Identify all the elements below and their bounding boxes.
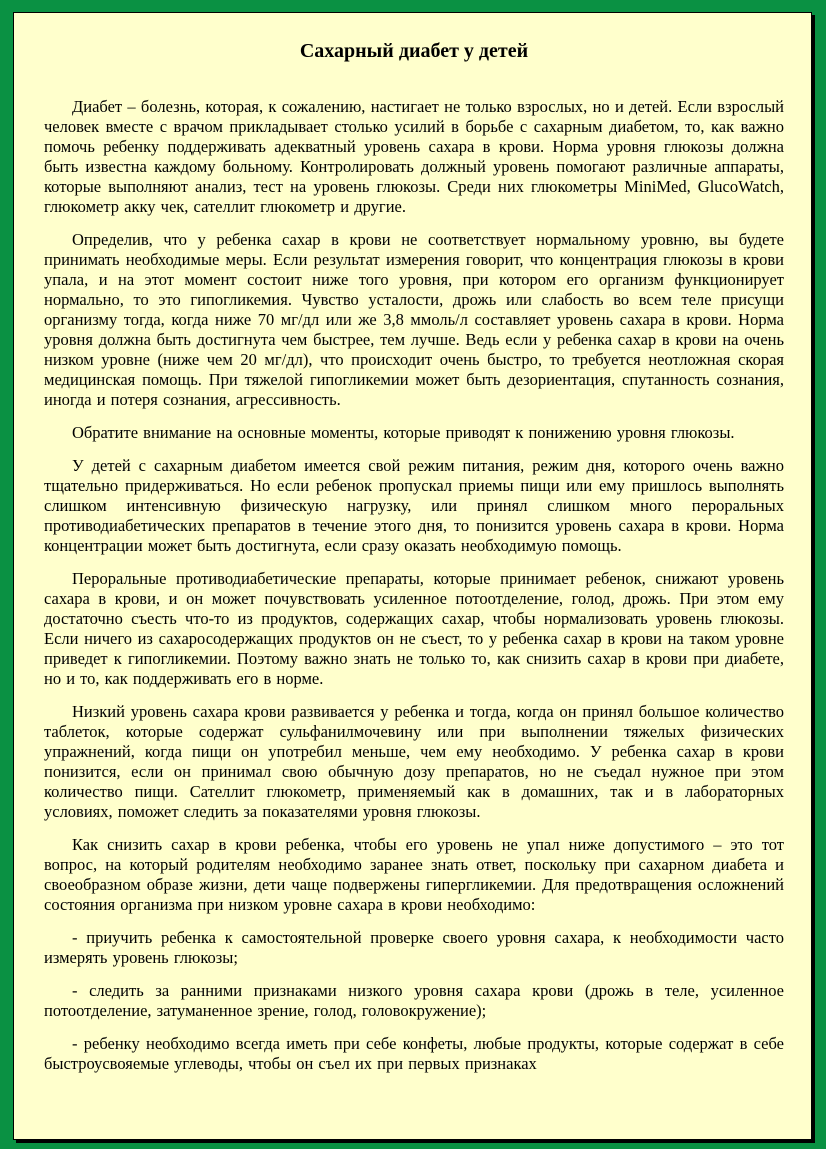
paragraph: Определив, что у ребенка сахар в крови не соответствует нормальному уровню, вы будете принимать необходимые меры. Если результат измерения говорит, что концентрация глюкозы в крови упала, и на этот момент состоит ниже того уровня, при котором его организм функционирует нормально, то это гипогликемия. Чувство усталости, дрожь или слабость во всем теле присущи организму тогда, когда ниже 70 мг/дл или же 3,8 ммоль/л составляет уровень сахара в крови. Норма уровня должна быть достигнута чем быстрее, тем лучше. Ведь если у ребенка сахар в крови на очень низком уровне (ниже чем 20 мг/дл), что происходит очень быстро, то требуется неотложная скорая медицинская помощь. При тяжелой гипогликемии может быть дезориентация, спутанность сознания, иногда и потеря сознания, агрессивность. (44, 230, 784, 409)
paragraph: Диабет – болезнь, которая, к сожалению, настигает не только взрослых, но и детей. Если взрослый человек вместе с врачом прикладывает столько усилий в борьбе с сахарным диабетом, то, как важно помочь ребенку поддерживать адекватный уровень сахара в крови. Норма уровня глюкозы должна быть известна каждому больному. Контролировать должный уровень помогают различные аппараты, которые выполняют анализ, тест на уровень глюкозы. Среди них глюкометры MiniMed, GlucoWatch, глюкометр акку чек, сателлит глюкометр и другие. (44, 97, 784, 216)
document-sheet (13, 12, 812, 1140)
list-item: - следить за ранними признаками низкого уровня сахара крови (дрожь в теле, усиленное потоотделение, затуманенное зрение, голод, головокружение); (44, 981, 784, 1020)
paragraph: Как снизить сахар в крови ребенка, чтобы его уровень не упал ниже допустимого – это тот вопрос, на который родителям необходимо заранее знать ответ, поскольку при сахарном диабета и своеобразном образе жизни, дети чаще подвержены гипергликемии. Для предотвращения осложнений состояния организма при низком уровне сахара в крови необходимо: (44, 835, 784, 914)
paragraph: Низкий уровень сахара крови развивается у ребенка и тогда, когда он принял большое количество таблеток, которые содержат сульфанилмочевину или при выполнении тяжелых физических упражнений, когда пищи он употребил меньше, чем ему необходимо. У ребенка сахар в крови понизится, если он принимал свою обычную дозу препаратов, но не съедал нужное при этом количество пищи. Сателлит глюкометр, применяемый как в домашних, так и в лабораторных условиях, поможет следить за показателями уровня глюкозы. (44, 702, 784, 821)
paragraph: Обратите внимание на основные моменты, которые приводят к понижению уровня глюкозы. (72, 423, 735, 442)
list-item: - ребенку необходимо всегда иметь при себе конфеты, любые продукты, которые содержат в себе быстроусвояемые углеводы, чтобы он съел их при первых признаках (44, 1034, 784, 1073)
paragraph: У детей с сахарным диабетом имеется свой режим питания, режим дня, которого очень важно тщательно придерживаться. Но если ребенок пропускал приемы пищи или ему пришлось выполнять слишком интенсивную физическую нагрузку, или принял слишком много пероральных противодиабетических препаратов в течение этого дня, то понизится уровень сахара в крови. Норма концентрации может быть достигнута, если сразу оказать необходимую помощь. (44, 456, 784, 555)
paragraph: Пероральные противодиабетические препараты, которые принимает ребенок, снижают уровень сахара в крови, и он может почувствовать усиленное потоотделение, голод, дрожь. При этом ему достаточно съесть что-то из продуктов, содержащих сахар, чтобы нормализовать уровень глюкозы. Если ничего из сахаросодержащих продуктов он не съест, то у ребенка сахар в крови на таком уровне приведет к гипогликемии. Поэтому важно знать не только то, как снизить сахар в крови при диабете, но и то, как поддерживать его в норме. (44, 569, 784, 688)
list-item: - приучить ребенка к самостоятельной проверке своего уровня сахара, к необходимости часто измерять уровень глюкозы; (44, 928, 784, 967)
document-title: Сахарный диабет у детей (299, 40, 529, 62)
